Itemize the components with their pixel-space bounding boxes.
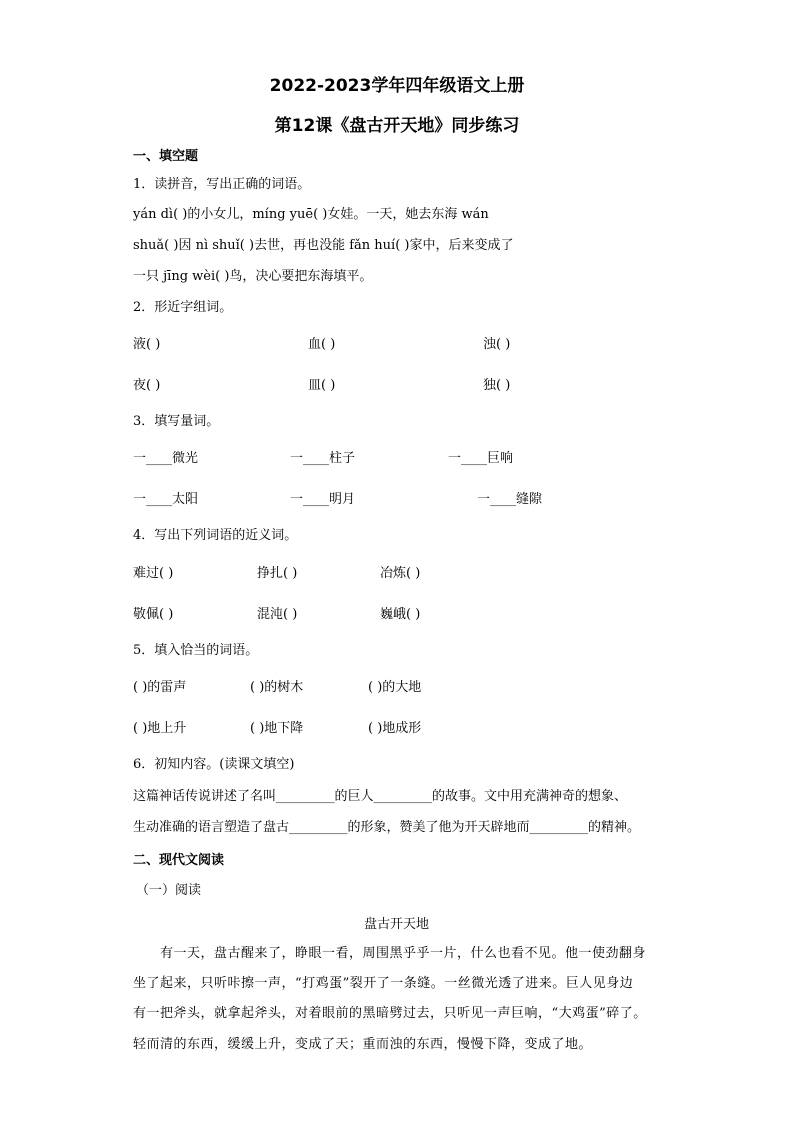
q3-item: 一____明月 xyxy=(290,492,356,507)
q2-prompt: 2．形近字组词。 xyxy=(133,300,233,315)
q2-item: 独( ) xyxy=(483,378,511,393)
q3-item: 一____微光 xyxy=(133,451,199,466)
reading-paragraph-line: 有一把斧头，就拿起斧头，对着眼前的黑暗劈过去，只听见一声巨响，“大鸡蛋”碎了。 xyxy=(133,1006,647,1021)
reading-paragraph-line: 有一天，盘古醒来了，睁眼一看，周围黑乎乎一片，什么也看不见。他一使劲翻身 xyxy=(160,946,647,961)
q5-prompt: 5．填入恰当的词语。 xyxy=(133,643,259,658)
q4-item: 挣扎( ) xyxy=(257,566,298,581)
q2-item: 皿( ) xyxy=(308,378,336,393)
q2-item: 浊( ) xyxy=(483,337,511,352)
q4-item: 敬佩( ) xyxy=(133,607,174,622)
q1-line: yán dì( )的小女儿，míng yuē( )女娃。一天，她去东海 wán xyxy=(133,207,489,222)
q5-item: ( )的雷声 xyxy=(133,680,187,695)
q4-item: 冶炼( ) xyxy=(380,566,421,581)
q5-item: ( )的大地 xyxy=(368,680,422,695)
q2-item: 液( ) xyxy=(133,337,161,352)
lesson-subtitle: 第12课《盘古开天地》同步练习 xyxy=(274,116,520,136)
reading-subheading: （一）阅读 xyxy=(136,883,202,898)
q5-item: ( )地上升 xyxy=(133,721,187,736)
q6-line: 生动准确的语言塑造了盘古_________的形象，赞美了他为开天辟地而_________的精神。 xyxy=(133,820,641,835)
q5-item: ( )的树木 xyxy=(250,680,304,695)
q3-item: 一____缝隙 xyxy=(477,492,543,507)
reading-paragraph-line: 坐了起来，只听咔擦一声，“打鸡蛋”裂开了一条缝。一丝微光透了进来。巨人见身边 xyxy=(133,976,634,991)
q3-item: 一____太阳 xyxy=(133,492,199,507)
document-title: 2022-2023学年四年级语文上册 xyxy=(269,76,525,96)
q3-item: 一____巨响 xyxy=(448,451,514,466)
q4-item: 巍峨( ) xyxy=(380,607,421,622)
q4-item: 混沌( ) xyxy=(257,607,298,622)
section-heading-reading: 二、现代文阅读 xyxy=(133,853,225,868)
q6-prompt: 6．初知内容。(读课文填空) xyxy=(133,757,295,772)
q6-line: 这篇神话传说讲述了名叫_________的巨人_________的故事。文中用充满神奇的想象、 xyxy=(133,789,628,804)
q5-item: ( )地成形 xyxy=(368,721,422,736)
q2-item: 血( ) xyxy=(308,337,336,352)
q1-line: 一只 jīng wèi( )鸟，决心要把东海填平。 xyxy=(133,269,373,284)
reading-title: 盘古开天地 xyxy=(364,917,430,932)
q1-prompt: 1．读拼音，写出正确的词语。 xyxy=(133,177,311,192)
q3-item: 一____柱子 xyxy=(290,451,356,466)
q3-prompt: 3．填写量词。 xyxy=(133,414,220,429)
q1-line: shuǎ( )因 nì shuǐ( )去世，再也没能 fǎn huí( )家中，后来变成了 xyxy=(133,238,514,253)
reading-paragraph-line: 轻而清的东西，缓缓上升，变成了天；重而浊的东西，慢慢下降，变成了地。 xyxy=(133,1037,593,1052)
section-heading-fill-blank: 一、填空题 xyxy=(133,149,199,164)
q4-item: 难过( ) xyxy=(133,566,174,581)
q4-prompt: 4．写出下列词语的近义词。 xyxy=(133,528,298,543)
q5-item: ( )地下降 xyxy=(250,721,304,736)
q2-item: 夜( ) xyxy=(133,378,161,393)
